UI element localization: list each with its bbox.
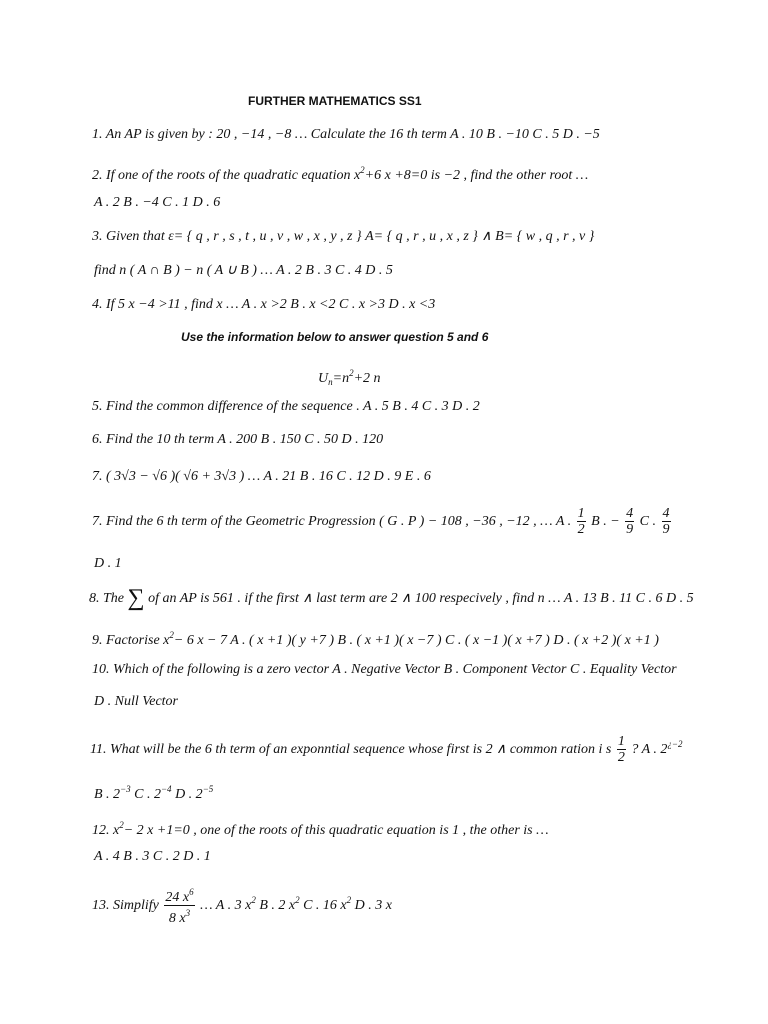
question-13-text: 13. Simplify xyxy=(92,898,159,913)
question-4: 4. If 5 x −4 >11 , find x … A . x >2 B . x <2 C . x >3 D . x <3 xyxy=(92,297,436,312)
question-11 xyxy=(90,728,682,766)
formula-equals: =n xyxy=(332,371,350,386)
question-9-text: 9. Factorise x xyxy=(92,633,170,648)
question-2-options: A . 2 B . −4 C . 1 D . 6 xyxy=(94,195,221,210)
question-11-options xyxy=(94,780,213,804)
option-b-exponent: 2 xyxy=(295,895,300,905)
sequence-formula xyxy=(318,364,381,391)
option-b: B . 2 xyxy=(94,787,121,802)
fraction-simplify: $\frac{24 x^6}{8 x^3}$ xyxy=(165,887,194,927)
option-c-label: C . xyxy=(639,514,657,529)
option-c: C . 16 x xyxy=(303,898,347,913)
formula-u: U xyxy=(318,371,329,386)
question-12-exponent: 2 xyxy=(119,820,124,830)
formula-exponent: 2 xyxy=(349,368,354,378)
option-d: D . 3 x xyxy=(354,898,392,913)
page-title: FURTHER MATHEMATICS SS1 xyxy=(248,94,422,108)
question-3: 3. Given that ε= { q , r , s , t , u , v , w , x , y , z } A= { q , r , u , x , z } ∧ B= { w , q , r , v } xyxy=(92,229,595,244)
question-13 xyxy=(92,882,392,926)
question-9 xyxy=(92,626,659,650)
question-5: 5. Find the common difference of the sequence . A . 5 B . 4 C . 3 D . 2 xyxy=(92,399,480,414)
question-11-exponent-a: ¿−2 xyxy=(667,739,683,749)
option-c-exponent: 2 xyxy=(346,895,352,905)
question-7-gp-option-d: D . 1 xyxy=(94,556,122,571)
option-b-label: B . − xyxy=(591,514,620,529)
question-6: 6. Find the 10 th term A . 200 B . 150 C . 50 D . 120 xyxy=(92,432,384,447)
question-12-text-end: − 2 x +1=0 , one of the roots of this quadratic equation is 1 , the other is … xyxy=(123,823,549,838)
question-12 xyxy=(92,816,549,840)
question-2-exponent: 2 xyxy=(360,165,365,175)
formula-rest: +2 n xyxy=(353,371,381,386)
question-7-gp xyxy=(92,506,673,538)
question-7-gp-text: 7. Find the 6 th term of the Geometric Progression ( G . P ) − 108 , −36 , −12 , … A . xyxy=(92,514,572,529)
question-8-text-end: of an AP is 561 . if the first ∧ last term are 2 ∧ 100 respecively , find n … A . 13 B . 11 C . 6 D . 5 xyxy=(148,591,694,606)
option-b-exponent: −3 xyxy=(120,784,131,794)
sigma-symbol: ∑ xyxy=(127,585,145,611)
question-2-text-end: +6 x +8=0 is −2 , find the other root … xyxy=(364,168,589,183)
question-2 xyxy=(92,161,588,185)
question-1: 1. An AP is given by : 20 , −14 , −8 … Calculate the 16 th term A . 10 B . −10 C . 5 D . −5 xyxy=(92,127,600,142)
formula-subscript: n xyxy=(328,377,333,387)
option-a: … A . 3 x xyxy=(200,898,252,913)
option-b: B . 2 x xyxy=(259,898,296,913)
info-instruction: Use the information below to answer question 5 and 6 xyxy=(181,330,489,344)
fraction-four-ninths-b: $\frac{4}{9}$ xyxy=(626,506,634,538)
question-10-continued: D . Null Vector xyxy=(94,694,178,709)
option-d-exponent: −5 xyxy=(202,784,214,794)
question-12-options: A . 4 B . 3 C . 2 D . 1 xyxy=(94,849,211,864)
question-11-option-a: ? A . 2 xyxy=(631,742,668,757)
question-10: 10. Which of the following is a zero vector A . Negative Vector B . Component Vector C . Equality Vector xyxy=(92,662,677,677)
question-9-text-end: − 6 x − 7 A . ( x +1 )( y +7 ) B . ( x +1 )( x −7 ) C . ( x −1 )( x +7 ) D . ( x +2 )( x +1 ) xyxy=(173,633,659,648)
option-c: C . 2 xyxy=(134,787,161,802)
option-d: D . 2 xyxy=(175,787,203,802)
fraction-one-half-ratio: $\frac{1}{2}$ xyxy=(617,734,625,766)
question-11-text: 11. What will be the 6 th term of an exponntial sequence whose first is 2 ∧ common ration i s xyxy=(90,742,612,757)
fraction-one-half: $\frac{1}{2}$ xyxy=(577,506,585,538)
question-12-text: 12. x xyxy=(92,823,120,838)
option-a-exponent: 2 xyxy=(251,895,256,905)
fraction-four-ninths-c: $\frac{4}{9}$ xyxy=(662,506,670,538)
question-8-text: 8. The xyxy=(89,591,124,606)
question-9-exponent: 2 xyxy=(169,630,174,640)
question-7-surds: 7. ( 3√3 − √6 )( √6 + 3√3 ) … A . 21 B . 16 C . 12 D . 9 E . 6 xyxy=(92,469,431,484)
question-2-text: 2. If one of the roots of the quadratic equation x xyxy=(92,168,361,183)
question-8 xyxy=(89,585,694,611)
option-c-exponent: −4 xyxy=(160,784,172,794)
question-3-continued: find n ( A ∩ B ) − n ( A ∪ B ) … A . 2 B . 3 C . 4 D . 5 xyxy=(94,263,393,278)
